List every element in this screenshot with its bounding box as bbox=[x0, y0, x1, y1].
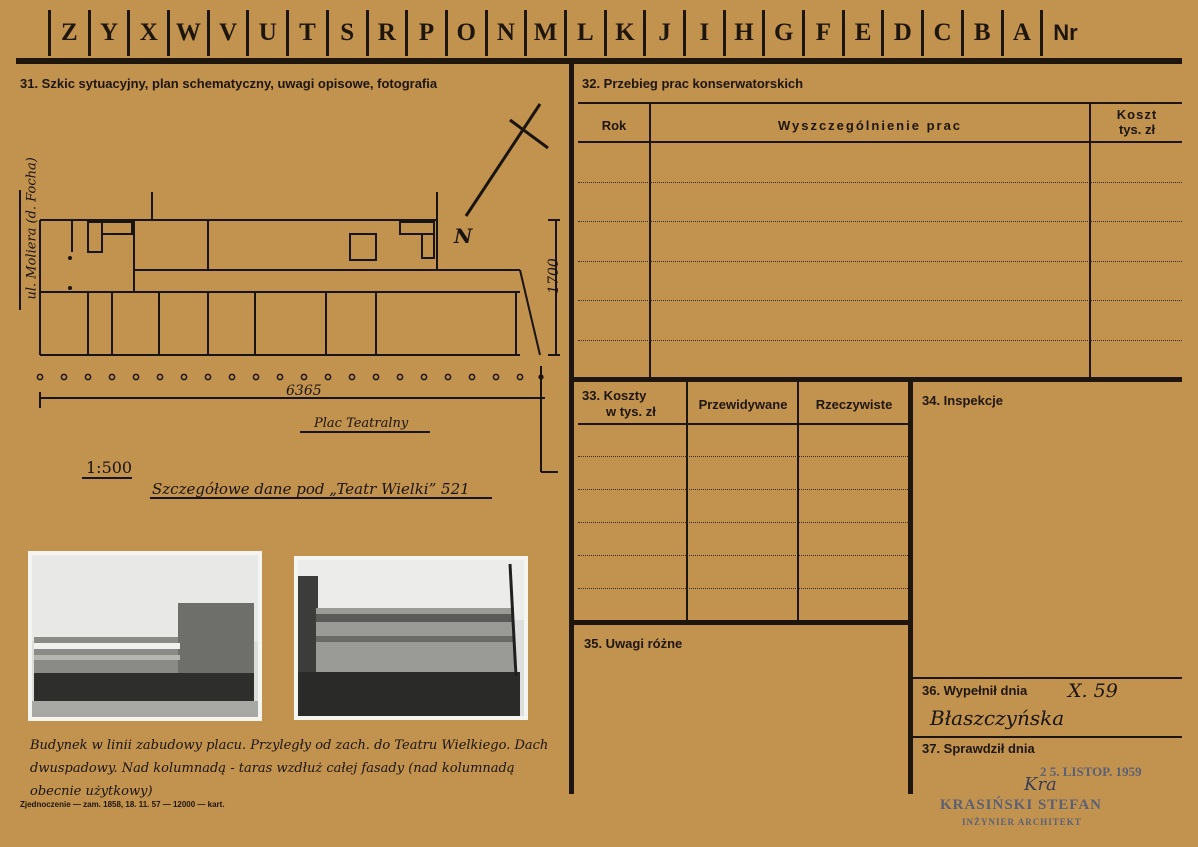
table-33-row-line bbox=[578, 588, 908, 589]
index-letter-p: P bbox=[405, 10, 445, 56]
street-label: ul. Moliera (d. Focha) bbox=[24, 157, 40, 300]
index-letter-y: Y bbox=[88, 10, 128, 56]
section-32-bottom-rule bbox=[574, 377, 1182, 382]
index-letter-e: E bbox=[842, 10, 882, 56]
index-letter-d: D bbox=[881, 10, 921, 56]
table-32-row-line bbox=[578, 182, 1182, 183]
section-33-bottom-rule bbox=[574, 620, 908, 625]
index-letter-r: R bbox=[366, 10, 406, 56]
index-letter-b: B bbox=[961, 10, 1001, 56]
index-letter-l: L bbox=[564, 10, 604, 56]
index-letter-t: T bbox=[286, 10, 326, 56]
section-33-divider bbox=[908, 382, 913, 794]
building-description: Budynek w linii zabudowy placu. Przyległy od zach. do Teatru Wielkiego. Dach dwuspadowy. Nad kolumnadą - taras wzdłuż całej fasady (nad kolumnadą obecnie użytkowy) bbox=[30, 738, 549, 799]
table-32-col-rule-1 bbox=[649, 104, 651, 378]
index-letter-m: M bbox=[524, 10, 564, 56]
table-32-row-line bbox=[578, 300, 1182, 301]
section-34-title: 34. Inspekcje bbox=[922, 393, 1003, 408]
table-32-col-rule-2 bbox=[1089, 104, 1091, 378]
section-31-title: 31. Szkic sytuacyjny, plan schematyczny, uwagi opisowe, fotografia bbox=[20, 76, 438, 91]
verifier-initials: Kra bbox=[1024, 774, 1057, 795]
table-33-col-rule-1 bbox=[686, 382, 688, 620]
table-32-row-line bbox=[578, 340, 1182, 341]
section-33-title-line1: 33. Koszty bbox=[582, 388, 647, 403]
table-33-row-line bbox=[578, 522, 908, 523]
index-letter-v: V bbox=[207, 10, 247, 56]
section-36-title: 36. Wypełnił dnia bbox=[922, 683, 1028, 698]
section-32-title: 32. Przebieg prac konserwatorskich bbox=[582, 76, 804, 91]
section-36-top-rule bbox=[913, 677, 1182, 679]
dimension-height: 1700 bbox=[546, 258, 562, 294]
column-cost-header-line1: Koszt bbox=[1116, 107, 1158, 122]
column-year-header: Rok bbox=[601, 118, 627, 133]
section-37-top-rule bbox=[913, 736, 1182, 738]
table-32-top-rule bbox=[578, 102, 1182, 104]
index-letter-o: O bbox=[445, 10, 485, 56]
table-33-row-line bbox=[578, 489, 908, 490]
table-33-col-rule-2 bbox=[797, 382, 799, 620]
column-actual-header: Rzeczywiste bbox=[815, 397, 893, 412]
dimension-width: 6365 bbox=[286, 383, 322, 399]
square-label: Plac Teatralny bbox=[314, 416, 409, 431]
table-33-row-line bbox=[578, 456, 908, 457]
index-letter-s: S bbox=[326, 10, 366, 56]
section-37-title: 37. Sprawdził dnia bbox=[922, 741, 1035, 756]
verifier-title-stamp: INŻYNIER ARCHITEKT bbox=[962, 817, 1082, 827]
index-letter-c: C bbox=[921, 10, 961, 56]
index-letter-w: W bbox=[167, 10, 207, 56]
filled-by-signature: Błaszczyńska bbox=[930, 706, 1065, 730]
index-letter-h: H bbox=[723, 10, 763, 56]
building-photo-left bbox=[28, 551, 262, 721]
index-letter-n: N bbox=[485, 10, 525, 56]
table-32-header-rule bbox=[578, 141, 1182, 143]
index-letter-u: U bbox=[246, 10, 286, 56]
table-33-header-rule bbox=[578, 423, 908, 425]
verifier-name-stamp: KRASIŃSKI STEFAN bbox=[940, 797, 1103, 813]
index-letter-k: K bbox=[604, 10, 644, 56]
index-number-label: Nr bbox=[1040, 10, 1088, 56]
filled-date: X. 59 bbox=[1068, 680, 1118, 702]
column-details-header: Wyszczególnienie prac bbox=[777, 118, 963, 133]
scale-label: 1:500 bbox=[86, 458, 133, 477]
index-letter-f: F bbox=[802, 10, 842, 56]
section-33-title-line2: w tys. zł bbox=[606, 404, 656, 419]
print-footer: Zjednoczenie — zam. 1858, 18. 11. 57 — 12000 — kart. bbox=[20, 800, 225, 809]
index-letter-x: X bbox=[127, 10, 167, 56]
table-33-row-line bbox=[578, 555, 908, 556]
section-35-title: 35. Uwagi różne bbox=[584, 636, 683, 651]
column-planned-header: Przewidywane bbox=[698, 397, 788, 412]
index-letter-g: G bbox=[762, 10, 802, 56]
north-label: N bbox=[454, 224, 473, 248]
index-letter-a: A bbox=[1001, 10, 1041, 56]
verification-date-stamp: 2 5. LISTOP. 1959 bbox=[1040, 764, 1142, 779]
building-photo-right bbox=[294, 556, 528, 720]
index-letter-z: Z bbox=[48, 10, 88, 56]
index-letter-j: J bbox=[643, 10, 683, 56]
index-letter-i: I bbox=[683, 10, 723, 56]
table-32-row-line bbox=[578, 221, 1182, 222]
column-cost-header-line2: tys. zł bbox=[1118, 122, 1156, 137]
table-32-row-line bbox=[578, 261, 1182, 262]
reference-note: Szczegółowe dane pod „Teatr Wielki” 521 bbox=[152, 480, 470, 498]
